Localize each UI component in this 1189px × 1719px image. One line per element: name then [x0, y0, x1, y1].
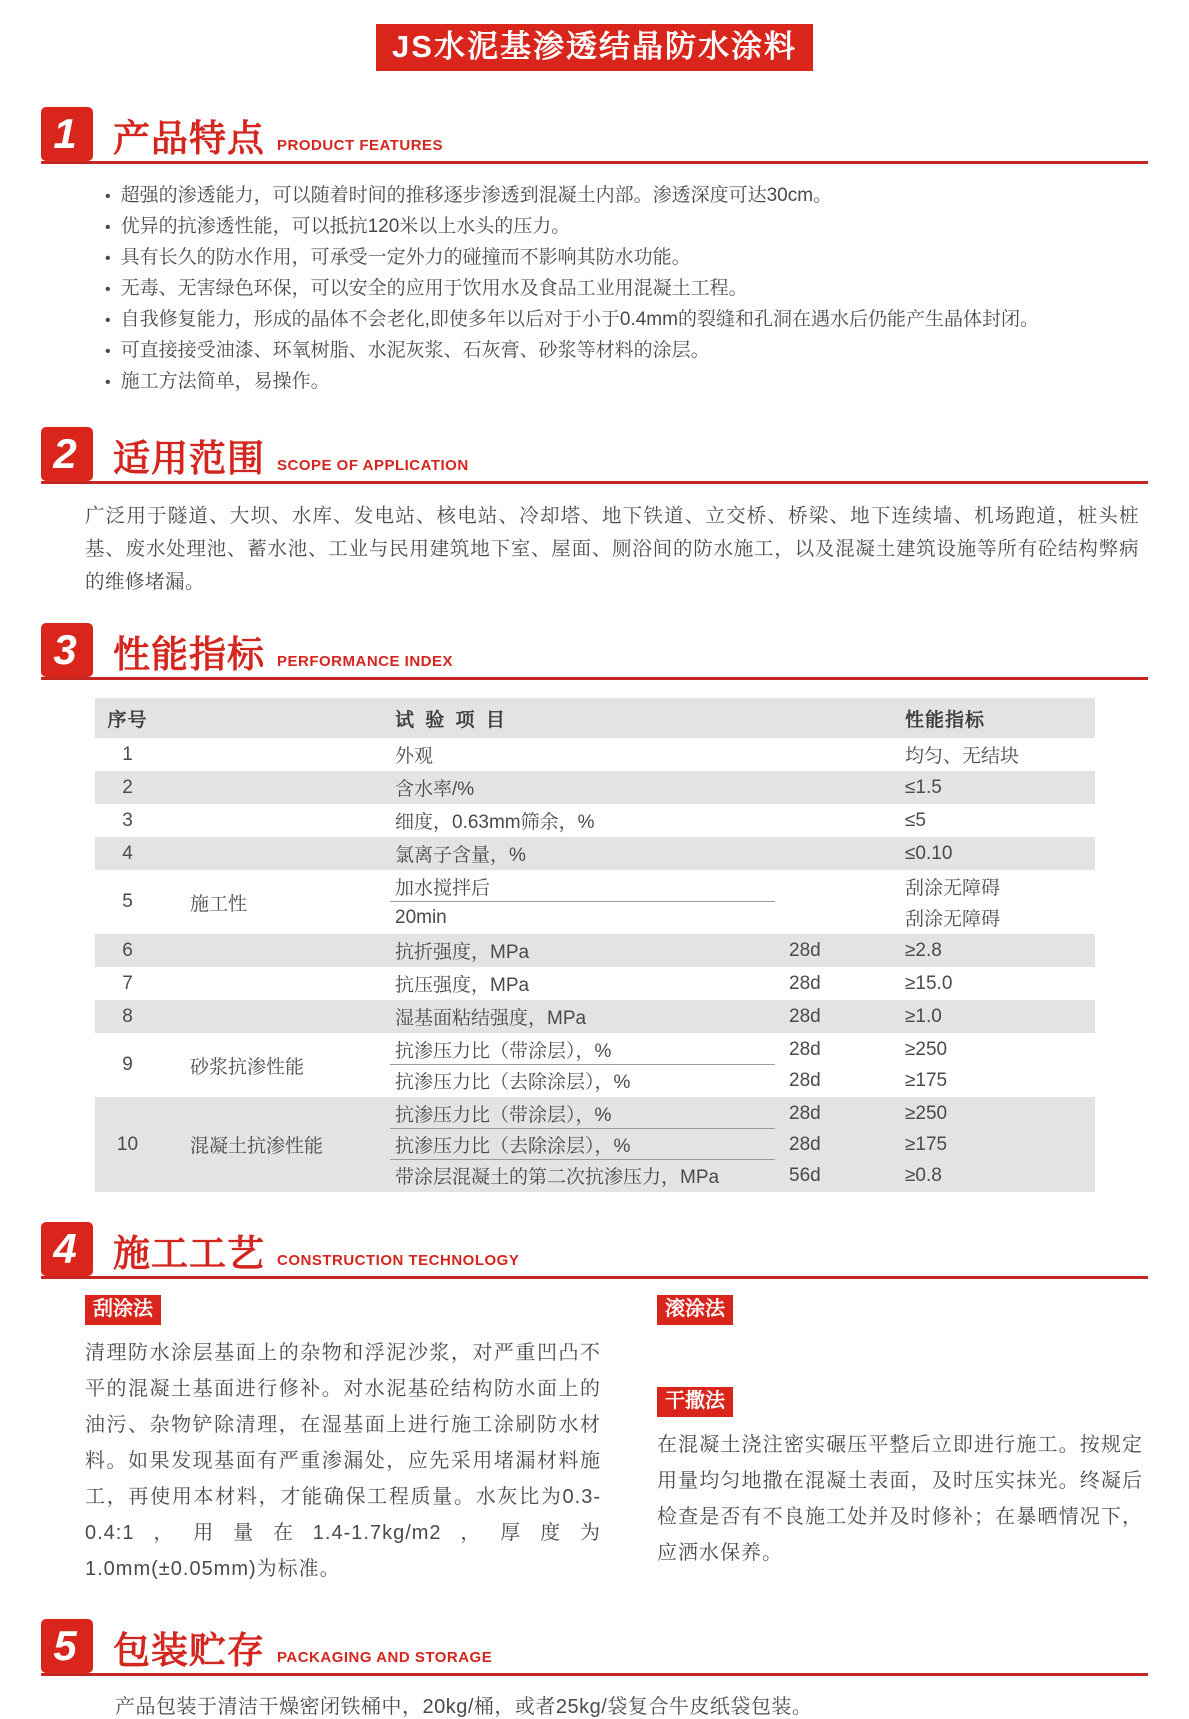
age-cell: 28d [789, 1069, 821, 1091]
construction-columns [41, 1295, 1148, 1587]
table-sub-row [390, 1129, 1095, 1160]
feature-item [105, 242, 1148, 273]
row-number: 9 [122, 1054, 133, 1076]
feature-item [105, 366, 1148, 397]
test-item-cell: 20min [395, 906, 447, 928]
feature-text: 可直接接受油漆、环氧树脂、水泥灰浆、石灰膏、砂浆等材料的涂层。 [120, 340, 710, 362]
construction-right-column [657, 1295, 1143, 1587]
test-item-cell: 湿基面粘结强度，MPa [395, 1008, 587, 1030]
test-item-cell: 抗渗压力比（带涂层），% [390, 1034, 775, 1065]
section-header-product-features [41, 107, 1148, 164]
header-test-item: 试 验 项 目 [395, 709, 508, 731]
row-number: 6 [122, 939, 133, 961]
feature-item [105, 211, 1148, 242]
row-number: 10 [116, 1133, 139, 1155]
table-sub-row [390, 1034, 1095, 1065]
table-row [95, 967, 1095, 1000]
method-badge-roll: 滚涂法 [657, 1295, 733, 1325]
section-title: 包装贮存 [113, 1630, 265, 1672]
feature-text: 无毒、无害绿色环保，可以安全的应用于饮用水及食品工业用混凝土工程。 [120, 278, 748, 300]
row-group-label: 混凝土抗渗性能 [190, 1136, 324, 1158]
index-value-cell: ≤5 [905, 809, 926, 831]
section-header-scope [41, 427, 1148, 484]
feature-text: 优异的抗渗透性能，可以抵抗120米以上水头的压力。 [120, 216, 571, 238]
row-lines [390, 1001, 1095, 1032]
bullet-icon: • [105, 281, 111, 299]
section-title: 适用范围 [113, 438, 265, 480]
age-cell: 28d [789, 1102, 821, 1124]
section-subtitle: CONSTRUCTION TECHNOLOGY [277, 1252, 520, 1270]
table-sub-row [390, 871, 1095, 902]
test-item-cell: 含水率/% [395, 779, 475, 801]
table-sub-row [390, 1001, 1095, 1032]
table-row [95, 1033, 1095, 1097]
index-value-cell: ≤0.10 [905, 842, 953, 864]
index-value-cell: 刮涂无障碍 [905, 878, 1001, 900]
test-item-cell: 抗渗压力比（带涂层），% [390, 1098, 775, 1129]
table-sub-row [390, 1065, 1095, 1096]
row-lines [390, 805, 1095, 836]
construction-left-column [85, 1295, 601, 1587]
feature-text: 具有长久的防水作用，可承受一定外力的碰撞而不影响其防水功能。 [120, 247, 691, 269]
row-number: 8 [122, 1005, 133, 1027]
table-sub-row [390, 935, 1095, 966]
table-row [95, 934, 1095, 967]
index-value-cell: ≥15.0 [905, 972, 953, 994]
bullet-icon: • [105, 250, 111, 268]
section-subtitle: PACKAGING AND STORAGE [277, 1649, 493, 1667]
test-item-cell: 细度，0.63mm筛余，% [395, 812, 595, 834]
section-subtitle: SCOPE OF APPLICATION [277, 457, 469, 475]
index-value-cell: 刮涂无障碍 [905, 909, 1001, 931]
bullet-icon: • [105, 188, 111, 206]
feature-item [105, 273, 1148, 304]
feature-text: 施工方法简单，易操作。 [120, 371, 330, 393]
table-sub-row [390, 805, 1095, 836]
age-cell: 28d [789, 1005, 821, 1027]
section-title: 施工工艺 [113, 1233, 265, 1275]
test-item-cell: 氯离子含量，% [395, 845, 526, 867]
table-row [95, 771, 1095, 804]
age-cell: 56d [789, 1164, 821, 1186]
index-value-cell: ≤1.5 [905, 776, 942, 798]
row-lines [390, 1098, 1095, 1191]
index-value-cell: ≥175 [905, 1133, 948, 1155]
scope-paragraph: 广泛用于隧道、大坝、水库、发电站、核电站、冷却塔、地下铁道、立交桥、桥梁、地下连续墙、机场跑道，桩头桩基、废水处理池、蓄水池、工业与民用建筑地下室、屋面、厕浴间的防水施工，以及混凝土建筑设施等所有砼结构弊病的维修堵漏。 [85, 505, 1139, 594]
row-lines [390, 935, 1095, 966]
bullet-icon: • [105, 312, 111, 330]
test-item-cell: 抗渗压力比（去除涂层），% [395, 1072, 631, 1094]
row-lines [390, 1034, 1095, 1096]
section-number-badge: 2 [41, 427, 93, 481]
age-cell: 28d [789, 1038, 821, 1060]
row-lines [390, 838, 1095, 869]
table-header-row [95, 698, 1095, 738]
test-item-cell: 带涂层混凝土的第二次抗渗压力，MPa [395, 1167, 720, 1189]
feature-text: 自我修复能力，形成的晶体不会老化,即使多年以后对于小于0.4mm的裂缝和孔洞在遇水后仍能产生晶体封闭。 [120, 309, 1039, 331]
section-title: 产品特点 [113, 118, 265, 160]
table-sub-row [390, 902, 1095, 933]
table-row [95, 738, 1095, 771]
method-text-dry-sprinkle: 在混凝土浇注密实碾压平整后立即进行施工。按规定用量均匀地撒在混凝土表面，及时压实抹光。终凝后检查是否有不良施工处并及时修补；在暴晒情况下，应洒水保养。 [657, 1434, 1143, 1565]
row-number: 3 [122, 809, 133, 831]
header-no: 序号 [107, 709, 148, 731]
bullet-icon: • [105, 374, 111, 392]
row-lines [390, 871, 1095, 933]
row-number: 2 [122, 776, 133, 798]
section-number-badge: 4 [41, 1222, 93, 1276]
header-performance-index: 性能指标 [905, 709, 986, 731]
table-row [95, 837, 1095, 870]
feature-text: 超强的渗透能力，可以随着时间的推移逐步渗透到混凝土内部。渗透深度可达30cm。 [120, 185, 833, 207]
index-value-cell: 均匀、无结块 [905, 746, 1020, 768]
feature-item [105, 335, 1148, 366]
section-number-badge: 3 [41, 623, 93, 677]
test-item-cell: 外观 [395, 746, 434, 768]
title-banner-wrap [41, 0, 1148, 71]
section-subtitle: PRODUCT FEATURES [277, 137, 444, 155]
method-badge-scrape: 刮涂法 [85, 1295, 161, 1325]
table-sub-row [390, 968, 1095, 999]
age-cell: 28d [789, 1133, 821, 1155]
test-item-cell: 抗渗压力比（去除涂层），% [390, 1129, 775, 1160]
method-badge-dry-sprinkle: 干撒法 [657, 1387, 733, 1417]
index-value-cell: ≥250 [905, 1102, 948, 1124]
table-sub-row [390, 838, 1095, 869]
bullet-icon: • [105, 219, 111, 237]
section-header-construction [41, 1222, 1148, 1279]
table-sub-row [390, 1160, 1095, 1191]
test-item-cell: 加水搅拌后 [390, 871, 775, 902]
index-value-cell: ≥175 [905, 1069, 948, 1091]
row-group-label: 施工性 [190, 893, 248, 915]
section-title: 性能指标 [113, 634, 265, 676]
section-number-badge: 5 [41, 1619, 93, 1673]
index-value-cell: ≥0.8 [905, 1164, 942, 1186]
row-number: 1 [122, 743, 133, 765]
row-lines [390, 968, 1095, 999]
section-number-badge: 1 [41, 107, 93, 161]
method-text-scrape: 清理防水涂层基面上的杂物和浮泥沙浆，对严重凹凸不平的混凝土基面进行修补。对水泥基砼结构防水面上的油污、杂物铲除清理，在湿基面上进行施工涂刷防水材料。如果发现基面有严重渗漏处，应先采用堵漏材料施工，再使用本材料，才能确保工程质量。水灰比为0.3-0.4:1，用量在1.4-1.7kg/m2，厚度为1.0mm(±0.05mm)为标准。 [85, 1342, 601, 1581]
table-body [95, 738, 1095, 1192]
age-cell: 28d [789, 939, 821, 961]
table-row [95, 870, 1095, 934]
row-lines [390, 772, 1095, 803]
row-number: 7 [122, 972, 133, 994]
section-subtitle: PERFORMANCE INDEX [277, 653, 454, 671]
row-lines [390, 739, 1095, 770]
row-number: 5 [122, 891, 133, 913]
index-value-cell: ≥2.8 [905, 939, 942, 961]
table-sub-row [390, 739, 1095, 770]
index-value-cell: ≥1.0 [905, 1005, 942, 1027]
feature-item [105, 180, 1148, 211]
test-item-cell: 抗折强度，MPa [395, 942, 530, 964]
packaging-paragraph: 产品包装于清洁干燥密闭铁桶中，20kg/桶，或者25kg/袋复合牛皮纸袋包装。 [115, 1696, 813, 1719]
table-sub-row [390, 772, 1095, 803]
section-header-packaging [41, 1619, 1148, 1676]
table-row [95, 1000, 1095, 1033]
index-value-cell: ≥250 [905, 1038, 948, 1060]
feature-list [105, 180, 1148, 397]
age-cell: 28d [789, 972, 821, 994]
test-item-cell: 抗压强度，MPa [395, 975, 530, 997]
section-header-performance-index [41, 623, 1148, 680]
feature-item [105, 304, 1148, 335]
table-row [95, 804, 1095, 837]
row-number: 4 [122, 842, 133, 864]
page-title: JS水泥基渗透结晶防水涂料 [376, 24, 813, 71]
table-row [95, 1097, 1095, 1192]
row-group-label: 砂浆抗渗性能 [190, 1056, 305, 1078]
performance-table [95, 698, 1095, 1192]
bullet-icon: • [105, 343, 111, 361]
table-sub-row [390, 1098, 1095, 1129]
